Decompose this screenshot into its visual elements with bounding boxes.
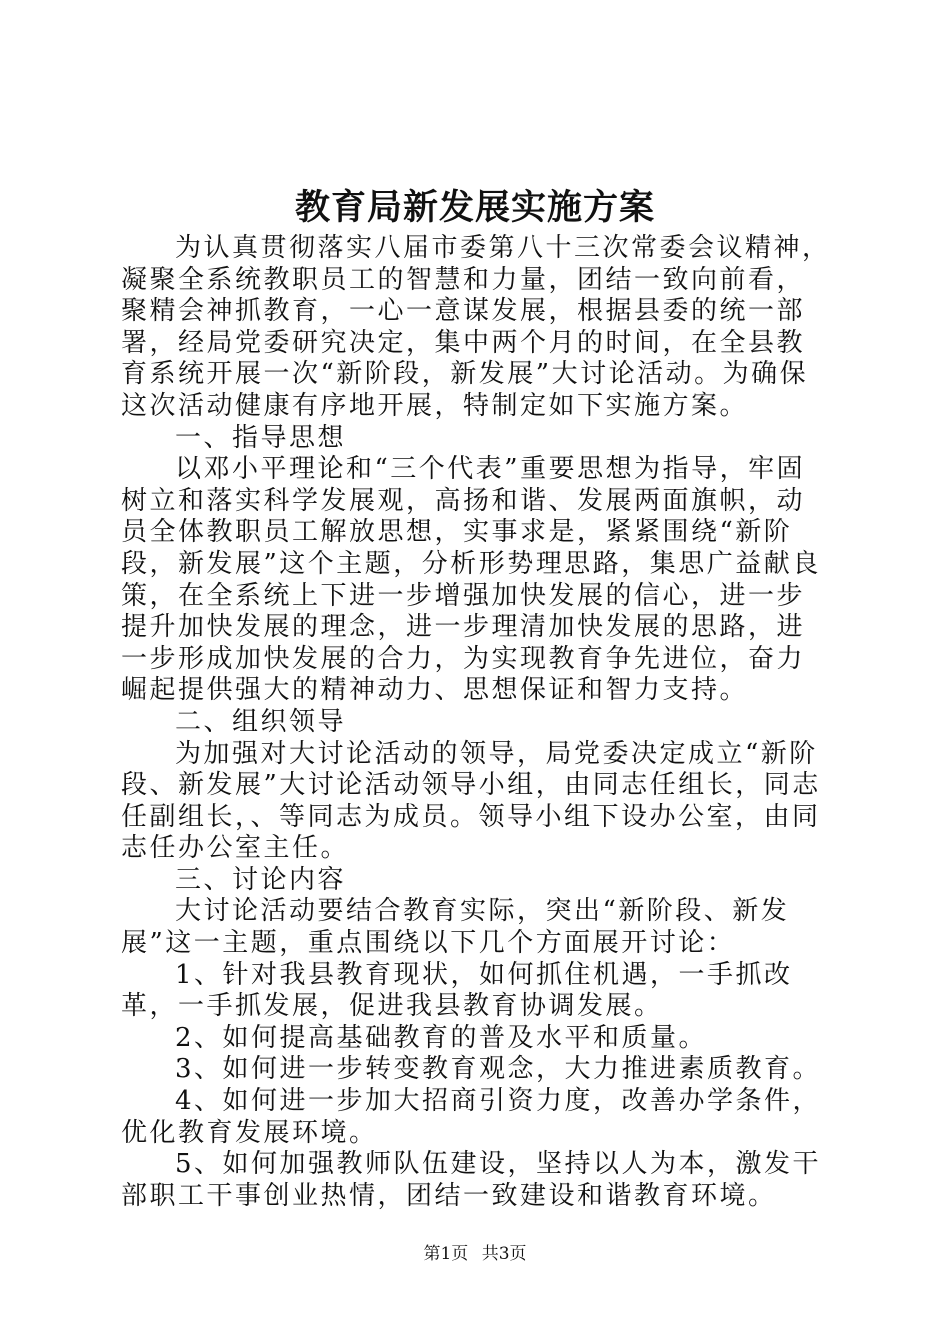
discussion-item-4: 4、如何进一步加大招商引资力度，改善办学条件，优化教育发展环境。 [121, 1086, 822, 1148]
document-title: 教育局新发展实施方案 [294, 187, 655, 228]
page-number: 第1页 [423, 1244, 469, 1264]
discussion-item-5: 5、如何加强教师队伍建设，坚持以人为本，激发干部职工干事创业热情，团结一致建设和谐教育环境。 [121, 1149, 822, 1211]
page-total: 共3页 [481, 1244, 527, 1264]
document-body [121, 233, 833, 1212]
intro-paragraph: 为认真贯彻落实八届市委第八十三次常委会议精神，凝聚全系统教职员工的智慧和力量，团结一致向前看，聚精会神抓教育，一心一意谋发展，根据县委的统一部署，经局党委研究决定，集中两个月的时间，在全县教育系统开展一次“新阶段，新发展”大讨论活动。为确保这次活动健康有序地开展，特制定如下实施方案。 [121, 233, 831, 421]
discussion-item-3: 3、如何进一步转变教育观念，大力推进素质教育。 [175, 1054, 822, 1085]
discussion-item-2: 2、如何提高基础教育的普及水平和质量。 [175, 1022, 708, 1053]
discussion-intro-paragraph: 大讨论活动要结合教育实际，突出“新阶段、新发展”这一主题，重点围绕以下几个方面展开讨论： [121, 896, 790, 959]
discussion-item-1: 1、针对我县教育现状，如何抓住机遇，一手抓改革，一手抓发展，促进我县教育协调发展。 [121, 959, 793, 1022]
section-heading-guiding-thought: 一、指导思想 [175, 422, 347, 453]
section-heading-discussion-content: 三、讨论内容 [175, 864, 347, 895]
section-heading-organization: 二、组织领导 [175, 706, 347, 737]
page-footer [0, 1242, 950, 1266]
guiding-thought-paragraph: 以邓小平理论和“三个代表”重要思想为指导，牢固树立和落实科学发展观，高扬和谐、发展两面旗帜，动员全体教职员工解放思想，实事求是，紧紧围绕“新阶段，新发展”这个主题，分析形势理思路，集思广益献良策，在全系统上下进一步增强加快发展的信心，进一步提升加快发展的理念，进一步理清加快发展的思路，进一步形成加快发展的合力，为实现教育争先进位，奋力崛起提供强大的精神动力、思想保证和智力支持。 [121, 454, 821, 706]
organization-paragraph: 为加强对大讨论活动的领导，局党委决定成立“新阶段、新发展”大讨论活动领导小组，由同志任组长，同志任副组长，、等同志为成员。领导小组下设办公室，由同志任办公室主任。 [121, 738, 821, 864]
